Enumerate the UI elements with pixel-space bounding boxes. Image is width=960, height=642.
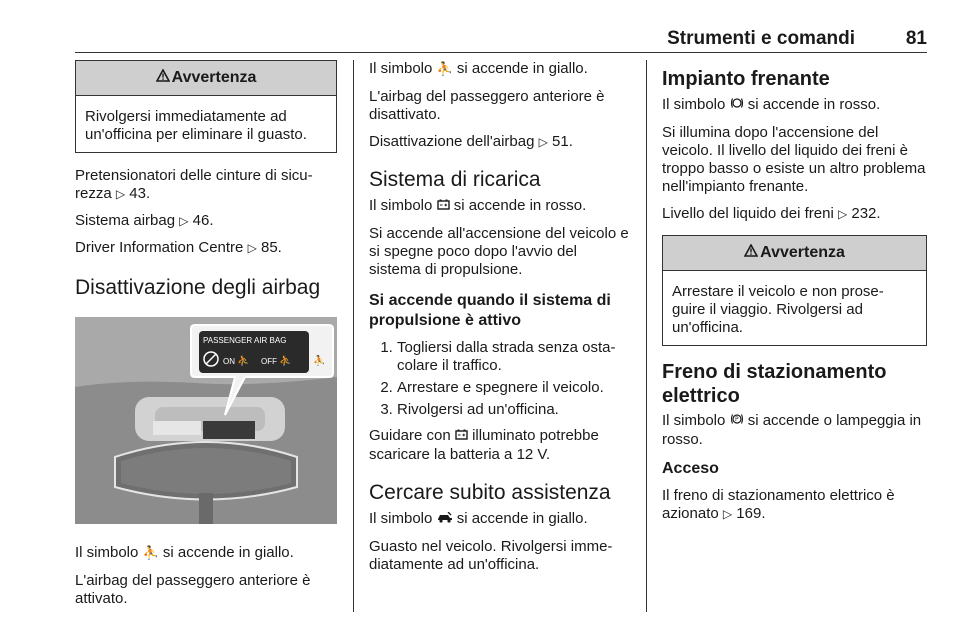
section-heading: Freno di stazionamento elettrico <box>662 361 887 407</box>
paragraph-text: Il simbolo <box>662 96 726 113</box>
header-divider <box>75 52 927 53</box>
paragraph <box>369 133 632 151</box>
photo-illustration <box>75 317 337 524</box>
airbag-on-icon: ⛹ <box>142 546 159 561</box>
page-ref[interactable]: 232. <box>851 205 881 222</box>
paragraph-text: Il freno di stazionamento elettrico è azionato <box>662 487 895 522</box>
warning-title: Avvertenza <box>760 244 845 261</box>
svg-text:P: P <box>734 416 739 424</box>
section-title: Strumenti e comandi <box>667 28 855 49</box>
page-ref-icon: ▷ <box>538 135 548 149</box>
paragraph <box>369 60 632 79</box>
warning-header <box>76 61 336 96</box>
paragraph-text: Il simbolo <box>369 60 433 77</box>
paragraph-text: Pretensionatori delle cinture di sicu-rezza <box>75 167 313 202</box>
subheading: Si accende quando il sistema di propulsione è attivo <box>369 292 611 329</box>
column-left <box>75 60 337 617</box>
page-ref[interactable]: 169. <box>736 505 766 522</box>
column-middle <box>369 60 632 583</box>
paragraph: Guasto nel veicolo. Rivolgersi imme-diatamente ad un'officina. <box>369 538 613 573</box>
paragraph <box>75 544 337 563</box>
warning-box <box>75 60 337 153</box>
paragraph: Si accende all'accensione del veicolo e si spegne poco dopo l'avvio del sistema di propulsione. <box>369 225 629 278</box>
seat-icon: ⛹ <box>313 356 326 367</box>
warning-title: Avvertenza <box>171 69 257 86</box>
paragraph <box>662 412 927 449</box>
page-ref[interactable]: 85. <box>260 239 282 256</box>
list-item: 2. Arrestare e spegnere il veicolo. <box>397 379 632 397</box>
paragraph-text: illuminato potrebbe scaricare la batteria a 12 V. <box>369 427 599 463</box>
paragraph-text: si accende in rosso. <box>747 96 881 113</box>
paragraph-text: Disattivazione dell'airbag <box>369 133 535 150</box>
paragraph <box>75 167 337 203</box>
paragraph: Si illumina dopo l'accensione del veicolo. Il livello del liquido dei freni è troppo basso o esiste un altro problema nell'impianto frenante. <box>662 124 926 195</box>
paragraph <box>662 96 927 115</box>
photo-label-off: OFF <box>261 357 277 366</box>
section-heading: Cercare subito assistenza <box>369 481 611 504</box>
airbag-on-icon: ⛹ <box>237 356 250 367</box>
column-right <box>662 60 927 532</box>
page-header <box>75 28 927 50</box>
page-ref[interactable]: 43. <box>129 185 151 202</box>
section-heading: Sistema di ricarica <box>369 168 541 191</box>
warning-text: Arrestare il veicolo e non prose-guire il viaggio. Rivolgersi ad un'officina. <box>672 283 884 336</box>
paragraph <box>369 427 632 464</box>
service-vehicle-icon <box>437 511 453 529</box>
paragraph-text: si accende in giallo. <box>456 510 588 527</box>
battery-icon <box>437 198 450 216</box>
page-ref-icon: ▷ <box>837 207 848 221</box>
paragraph-text: Guidare con <box>369 427 451 444</box>
paragraph: L'airbag del passeggero anteriore è disattivato. <box>369 88 605 123</box>
page-ref[interactable]: 51. <box>552 133 573 150</box>
paragraph-text: si accende in giallo. <box>162 544 294 561</box>
warning-box <box>662 235 927 346</box>
paragraph <box>75 239 337 257</box>
paragraph <box>662 487 927 523</box>
paragraph-text: Il simbolo <box>369 510 433 527</box>
airbag-off-icon: ⛹ <box>279 356 292 367</box>
paragraph <box>369 510 632 529</box>
photo-label-passenger-air-bag: PASSENGER AIR BAG <box>203 336 287 345</box>
list-item: 3. Rivolgersi ad un'officina. <box>397 401 632 419</box>
paragraph: L'airbag del passeggero anteriore è attivato. <box>75 572 311 607</box>
warning-triangle-icon <box>744 236 758 270</box>
paragraph-text: Il simbolo <box>662 412 726 429</box>
step-list <box>369 339 632 419</box>
photo-label-on: ON <box>223 357 235 366</box>
section-heading: Impianto frenante <box>662 68 830 90</box>
paragraph <box>75 212 337 230</box>
battery-icon <box>455 428 468 446</box>
parking-brake-icon <box>730 413 744 431</box>
subheading: Acceso <box>662 460 719 477</box>
page-ref-icon: ▷ <box>247 241 257 255</box>
page-number: 81 <box>905 28 927 49</box>
section-heading: Disattivazione degli airbag <box>75 276 321 299</box>
warning-text: Rivolgersi immediatamente ad un'officina per eliminare il guasto. <box>85 108 307 143</box>
paragraph-text: si accende in giallo. <box>456 60 588 77</box>
paragraph <box>662 205 927 223</box>
page-ref-icon: ▷ <box>115 187 126 201</box>
warning-header <box>663 236 926 271</box>
paragraph-text: Il simbolo <box>75 544 139 561</box>
column-divider <box>646 60 647 612</box>
paragraph-text: Livello del liquido dei freni <box>662 205 834 222</box>
paragraph-text: si accende o lampeggia in rosso. <box>662 412 922 448</box>
airbag-off-icon: ⛹ <box>436 62 453 77</box>
column-divider <box>353 60 354 612</box>
page-ref[interactable]: 46. <box>192 212 214 229</box>
paragraph-text: si accende in rosso. <box>453 197 587 214</box>
airbag-indicator-photo <box>75 317 337 524</box>
warning-triangle-icon <box>156 61 170 95</box>
page-ref-icon: ▷ <box>179 214 189 228</box>
paragraph-text: Sistema airbag <box>75 212 176 229</box>
paragraph-text: Driver Information Centre <box>75 239 244 256</box>
page-ref-icon: ▷ <box>722 507 733 521</box>
paragraph-text: Il simbolo <box>369 197 433 214</box>
list-item: 1. Togliersi dalla strada senza osta-colare il traffico. <box>397 339 632 375</box>
brake-system-icon <box>730 97 744 115</box>
paragraph <box>369 197 632 216</box>
